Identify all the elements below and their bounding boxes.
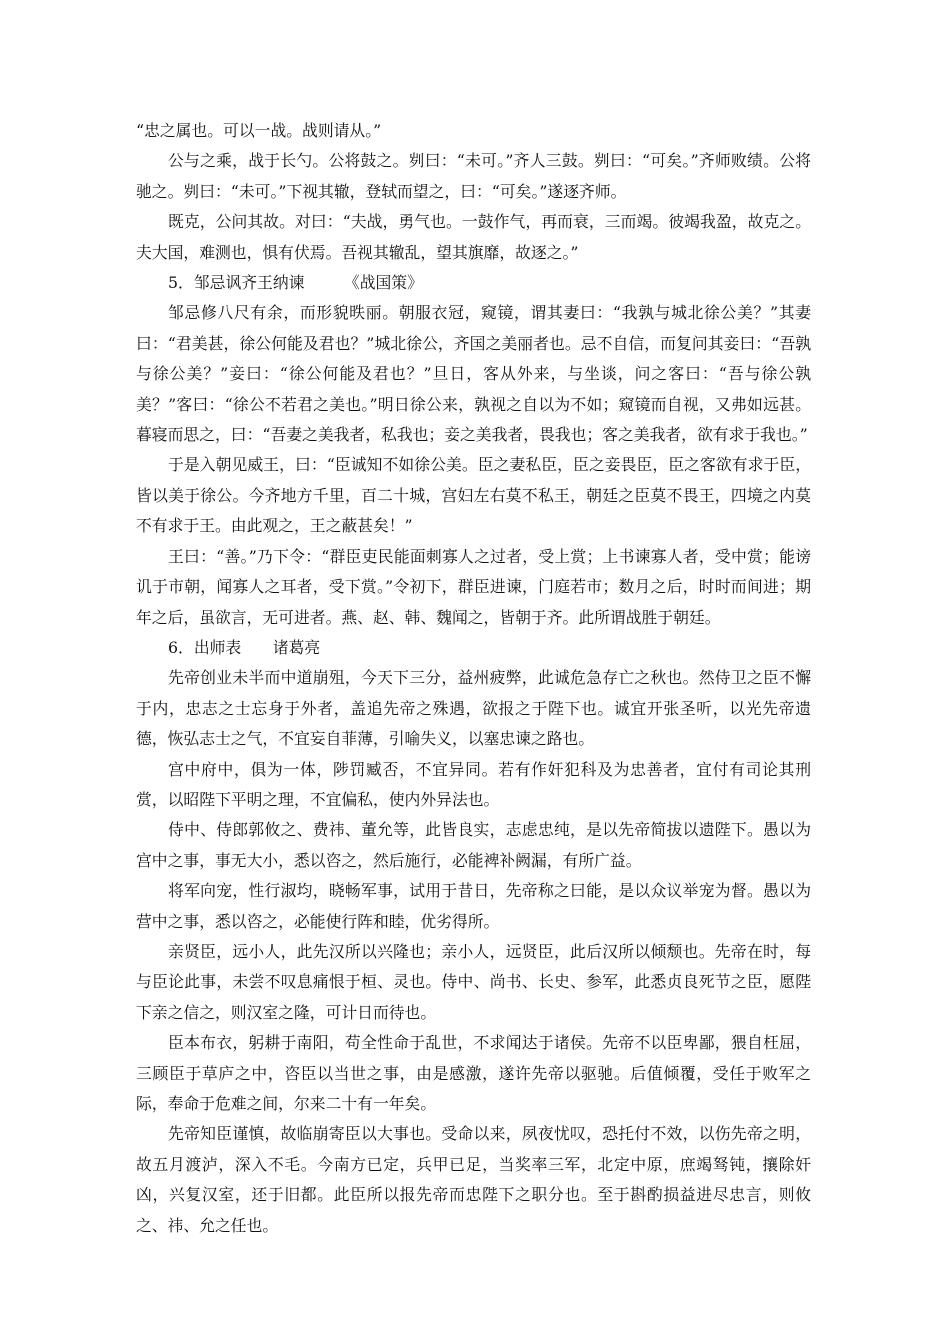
paragraph: 亲贤臣，远小人，此先汉所以兴隆也；亲小人，远贤臣，此后汉所以倾颓也。先帝在时，每与臣论此事，未尝不叹息痛恨于桓、灵也。侍中、尚书、长史、参军，此悉贞良死节之臣，愿陛下亲之信之，则汉室之隆，可计日而待也。 bbox=[136, 941, 811, 1022]
paragraph: “忠之属也。可以一战。战则请从。” bbox=[136, 121, 382, 140]
paragraph: 侍中、侍郎郭攸之、费祎、董允等，此皆良实，志虑忠纯，是以先帝简拔以遗陛下。愚以为宫中之事，事无大小，悉以咨之，然后施行，必能裨补阙漏，有所广益。 bbox=[136, 820, 811, 870]
paragraph: 公与之乘，战于长勺。公将鼓之。刿曰：“未可。”齐人三鼓。刿曰：“可矣。”齐师败绩。公将驰之。刿曰：“未可。”下视其辙，登轼而望之，曰：“可矣。”遂逐齐师。 bbox=[136, 151, 811, 201]
paragraph: 于是入朝见威王，曰：“臣诚知不如徐公美。臣之妻私臣，臣之妾畏臣，臣之客欲有求于臣，皆以美于徐公。今齐地方千里，百二十城，宫妇左右莫不私王，朝廷之臣莫不畏王，四境之内莫不有求于王。由此观之，王之蔽甚矣！” bbox=[136, 455, 811, 536]
paragraph: 既克，公问其故。对曰：“夫战，勇气也。一鼓作气，再而衰，三而竭。彼竭我盈，故克之。夫大国，难测也，惧有伏焉。吾视其辙乱，望其旗靡，故逐之。” bbox=[136, 212, 811, 262]
paragraph: 将军向宠，性行淑均，晓畅军事，试用于昔日，先帝称之曰能，是以众议举宠为督。愚以为营中之事，悉以咨之，必能使行阵和睦，优劣得所。 bbox=[136, 881, 811, 931]
paragraph: 邹忌修八尺有余，而形貌昳丽。朝服衣冠，窥镜，谓其妻曰：“我孰与城北徐公美？”其妻曰：“君美甚，徐公何能及君也？”城北徐公，齐国之美丽者也。忌不自信，而复问其妾曰：“吾孰与徐公美？”妾曰：“徐公何能及君也？”旦日，客从外来，与坐谈，问之客曰：“吾与徐公孰美？”客曰：“徐公不若君之美也。”明日徐公来，孰视之自以为不如；窥镜而自视，又弗如远甚。暮寝而思之，曰：“吾妻之美我者，私我也；妾之美我者，畏我也；客之美我者，欲有求于我也。” bbox=[136, 303, 811, 445]
paragraph: 先帝创业未半而中道崩殂，今天下三分，益州疲弊，此诚危急存亡之秋也。然侍卫之臣不懈于内，忠志之士忘身于外者，盖追先帝之殊遇，欲报之于陛下也。诚宜开张圣听，以光先帝遗德，恢弘志士之气，不宜妄自菲薄，引喻失义，以塞忠谏之路也。 bbox=[136, 668, 811, 749]
paragraph: 臣本布衣，躬耕于南阳，苟全性命于乱世，不求闻达于诸侯。先帝不以臣卑鄙，猥自枉屈，三顾臣于草庐之中，咨臣以当世之事，由是感激，遂许先帝以驱驰。后值倾覆，受任于败军之际，奉命于危难之间，尔来二十有一年矣。 bbox=[136, 1033, 811, 1113]
paragraph: 先帝知臣谨慎，故临崩寄臣以大事也。受命以来，夙夜忧叹，恐托付不效，以伤先帝之明，故五月渡泸，深入不毛。今南方已定，兵甲已足，当奖率三军，北定中原，庶竭驽钝，攘除奸凶，兴复汉室，还于旧都。此臣所以报先帝而忠陛下之职分也。至于斟酌损益进尽忠言，则攸之、祎、允之任也。 bbox=[136, 1124, 811, 1235]
paragraph: 王曰：“善。”乃下令：“群臣吏民能面刺寡人之过者，受上赏；上书谏寡人者，受中赏；能谤讥于市朝，闻寡人之耳者，受下赏。”令初下，群臣进谏，门庭若市；数月之后，时时而间进；期年之后，虽欲言，无可进者。燕、赵、韩、魏闻之，皆朝于齐。此所谓战胜于朝廷。 bbox=[136, 546, 811, 627]
document-page bbox=[136, 116, 811, 1241]
section-heading: 6．出师表 诸葛亮 bbox=[168, 637, 321, 657]
paragraph: 宫中府中，俱为一体，陟罚臧否，不宜异同。若有作奸犯科及为忠善者，宜付有司论其刑赏，以昭陛下平明之理，不宜偏私，使内外异法也。 bbox=[136, 759, 811, 809]
section-heading: 5．邹忌讽齐王纳谏 《战国策》 bbox=[168, 273, 423, 293]
